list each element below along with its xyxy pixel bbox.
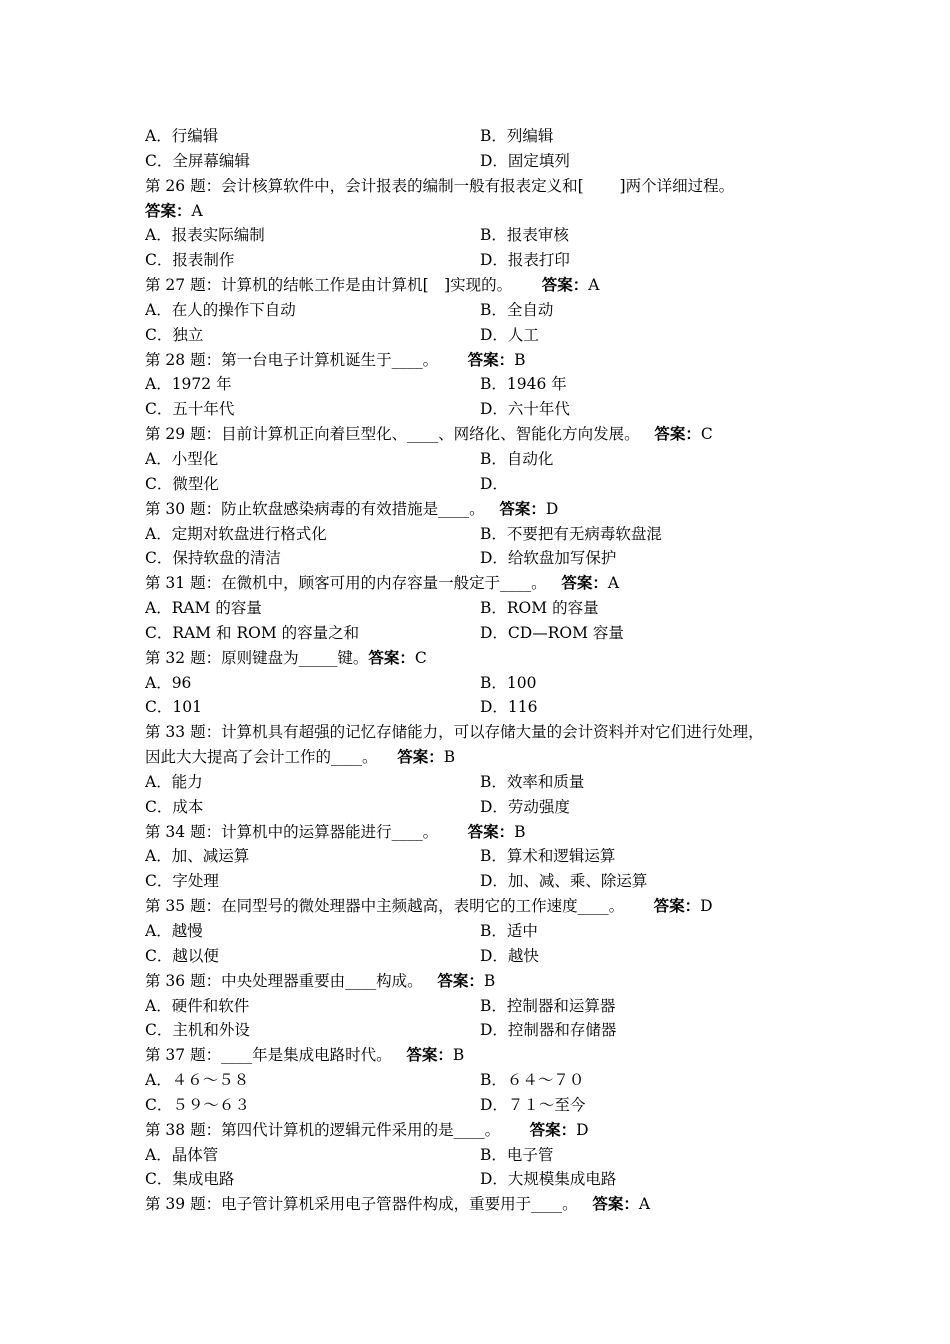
answer-gap bbox=[392, 1043, 407, 1068]
option-left: C．成本 bbox=[145, 797, 204, 816]
answer-value: B bbox=[452, 1046, 465, 1065]
option-left: A．加、减运算 bbox=[145, 847, 250, 866]
answer-value: B bbox=[483, 971, 496, 990]
answer-value: A bbox=[191, 201, 203, 220]
option-row bbox=[145, 944, 825, 969]
answer-value: D bbox=[545, 499, 559, 518]
answer-gap bbox=[438, 820, 468, 845]
option-right: B．效率和质量 bbox=[480, 772, 585, 791]
option-row bbox=[145, 522, 825, 547]
answer-label: 答案： bbox=[592, 1194, 639, 1214]
option-row bbox=[145, 770, 825, 795]
answer-label: 答案： bbox=[368, 647, 415, 667]
answer-label: 答案： bbox=[397, 747, 444, 767]
answer-gap bbox=[640, 422, 655, 447]
answer-label: 答案： bbox=[467, 821, 515, 841]
answer-value: A bbox=[607, 574, 620, 593]
option-row bbox=[145, 695, 825, 720]
answer-value: D bbox=[576, 1120, 589, 1139]
option-right: B．报表审核 bbox=[480, 226, 569, 245]
question-line bbox=[145, 348, 825, 373]
option-row bbox=[145, 1167, 825, 1192]
answer-line bbox=[145, 199, 825, 224]
option-row bbox=[145, 223, 825, 248]
option-right: B．电子管 bbox=[480, 1145, 554, 1164]
question-text: 第 28 题：第一台电子计算机诞生于____。 bbox=[145, 350, 439, 369]
question-line bbox=[145, 1043, 825, 1068]
answer-value: A bbox=[638, 1195, 651, 1214]
answer-value: C bbox=[414, 648, 427, 667]
option-row bbox=[145, 248, 825, 273]
answer-gap bbox=[485, 497, 500, 522]
option-row bbox=[145, 124, 825, 149]
question-line bbox=[145, 497, 825, 522]
question-text: 第 39 题：电子管计算机采用电子管器件构成，重要用于____。 bbox=[145, 1195, 578, 1214]
question-line bbox=[145, 422, 825, 447]
option-left: A．报表实际编制 bbox=[145, 226, 265, 245]
option-right: D．人工 bbox=[480, 325, 539, 344]
answer-label: 答案： bbox=[145, 200, 192, 220]
option-row bbox=[145, 919, 825, 944]
option-right: D． bbox=[480, 474, 508, 493]
option-left: A．RAM 的容量 bbox=[145, 599, 262, 618]
question-line bbox=[145, 646, 825, 671]
answer-label: 答案： bbox=[653, 896, 701, 916]
option-right: B．列编辑 bbox=[480, 127, 554, 145]
answer-gap bbox=[512, 273, 542, 298]
option-row bbox=[145, 1068, 825, 1093]
option-right: D．加、减、乘、除运算 bbox=[480, 872, 648, 891]
option-row bbox=[145, 869, 825, 894]
document-body bbox=[145, 124, 825, 1217]
answer-label: 答案： bbox=[561, 573, 608, 593]
answer-gap bbox=[500, 1118, 530, 1143]
option-right: B．控制器和运算器 bbox=[480, 996, 616, 1015]
option-left: C．集成电路 bbox=[145, 1170, 235, 1189]
question-line bbox=[145, 1118, 825, 1143]
answer-gap bbox=[423, 969, 438, 994]
option-right: D．CD—ROM 容量 bbox=[480, 623, 624, 642]
option-left: A．定期对软盘进行格式化 bbox=[145, 524, 327, 543]
option-row bbox=[145, 671, 825, 696]
question-text: 第 32 题：原则键盘为_____键。 bbox=[145, 648, 369, 667]
answer-label: 答案： bbox=[437, 970, 484, 990]
question-text: 第 36 题：中央处理器重要由____构成。 bbox=[145, 971, 423, 990]
question-text: 第 33 题：计算机具有超强的记忆存储能力，可以存储大量的会计资料并对它们进行处理， bbox=[145, 723, 764, 742]
option-right: B．ROM 的容量 bbox=[480, 599, 599, 618]
answer-label: 答案： bbox=[499, 498, 546, 518]
answer-gap bbox=[547, 571, 562, 596]
answer-gap bbox=[578, 1192, 593, 1217]
option-right: D．７１～至今 bbox=[480, 1095, 586, 1114]
option-left: C．五十年代 bbox=[145, 400, 235, 419]
question-line bbox=[145, 894, 825, 919]
question-line bbox=[145, 571, 825, 596]
question-line bbox=[145, 174, 825, 199]
option-left: A．晶体管 bbox=[145, 1145, 219, 1164]
option-row bbox=[145, 795, 825, 820]
option-left: A．能力 bbox=[145, 772, 203, 791]
question-text: 第 35 题：在同型号的微处理器中主频越高，表明它的工作速度____。 bbox=[145, 897, 625, 916]
answer-gap bbox=[624, 894, 654, 919]
option-left: C．全屏幕编辑 bbox=[145, 151, 250, 170]
question-text: 第 31 题：在微机中，顾客可用的内存容量一般定于____。 bbox=[145, 574, 547, 593]
option-row bbox=[145, 1143, 825, 1168]
answer-label: 答案： bbox=[406, 1045, 453, 1065]
question-line bbox=[145, 745, 825, 770]
option-right: B．算术和逻辑运算 bbox=[480, 847, 616, 866]
option-row bbox=[145, 994, 825, 1019]
option-right: B．1946 年 bbox=[480, 375, 567, 394]
option-left: A．４６～５８ bbox=[145, 1071, 250, 1090]
answer-label: 答案： bbox=[541, 275, 589, 295]
question-line bbox=[145, 1192, 825, 1217]
option-right: D．控制器和存储器 bbox=[480, 1021, 617, 1040]
answer-value: C bbox=[700, 425, 713, 444]
option-row bbox=[145, 844, 825, 869]
question-line bbox=[145, 720, 825, 745]
option-right: D．116 bbox=[480, 698, 538, 717]
question-text: 第 34 题：计算机中的运算器能进行____。 bbox=[145, 822, 439, 841]
option-row bbox=[145, 621, 825, 646]
option-left: C．越以便 bbox=[145, 946, 219, 965]
option-row bbox=[145, 596, 825, 621]
answer-gap bbox=[438, 348, 468, 373]
question-text: 因此大大提高了会计工作的____。 bbox=[145, 748, 378, 767]
answer-label: 答案： bbox=[467, 349, 515, 369]
answer-gap bbox=[378, 745, 398, 770]
question-line bbox=[145, 820, 825, 845]
option-left: A．硬件和软件 bbox=[145, 996, 250, 1015]
option-right: D．报表打印 bbox=[480, 251, 570, 270]
option-left: C．字处理 bbox=[145, 872, 219, 891]
option-right: D．劳动强度 bbox=[480, 797, 570, 816]
option-left: C．５９～６３ bbox=[145, 1095, 250, 1114]
answer-value: A bbox=[588, 276, 600, 295]
question-text: 第 30 题：防止软盘感染病毒的有效措施是____。 bbox=[145, 499, 485, 518]
option-right: B．适中 bbox=[480, 922, 538, 940]
question-text: 第 26 题：会计核算软件中，会计报表的编制一般有报表定义和[ ]两个详细过程。 bbox=[145, 176, 735, 195]
option-left: A．96 bbox=[145, 673, 192, 692]
option-right: D．越快 bbox=[480, 946, 539, 965]
answer-value: B bbox=[443, 748, 456, 767]
option-row bbox=[145, 472, 825, 497]
question-text: 第 29 题：目前计算机正向着巨型化、____、网络化、智能化方向发展。 bbox=[145, 425, 640, 444]
option-right: B．全自动 bbox=[480, 300, 554, 319]
question-text: 第 37 题：____年是集成电路时代。 bbox=[145, 1046, 392, 1065]
question-line bbox=[145, 273, 825, 298]
option-row bbox=[145, 323, 825, 348]
option-left: A．越慢 bbox=[145, 922, 203, 940]
question-text: 第 27 题：计算机的结帐工作是由计算机[ ]实现的。 bbox=[145, 276, 513, 295]
option-right: D．固定填列 bbox=[480, 151, 570, 170]
option-row bbox=[145, 372, 825, 397]
option-left: A．行编辑 bbox=[145, 127, 219, 145]
option-right: B．不要把有无病毒软盘混 bbox=[480, 524, 662, 543]
option-left: A．在人的操作下自动 bbox=[145, 300, 296, 319]
option-left: C．RAM 和 ROM 的容量之和 bbox=[145, 623, 360, 642]
option-left: A．1972 年 bbox=[145, 375, 232, 394]
option-left: C．101 bbox=[145, 698, 202, 717]
option-row bbox=[145, 397, 825, 422]
option-left: C．独立 bbox=[145, 325, 204, 344]
option-right: D．六十年代 bbox=[480, 400, 570, 419]
option-right: B．100 bbox=[480, 673, 537, 692]
option-row bbox=[145, 447, 825, 472]
option-left: A．小型化 bbox=[145, 449, 219, 468]
answer-value: B bbox=[514, 350, 526, 369]
option-left: C．保持软盘的清洁 bbox=[145, 549, 281, 568]
option-left: C．微型化 bbox=[145, 474, 219, 493]
option-right: D．大规模集成电路 bbox=[480, 1170, 617, 1189]
answer-value: D bbox=[700, 897, 713, 916]
option-row bbox=[145, 149, 825, 174]
answer-label: 答案： bbox=[654, 424, 701, 444]
option-right: B．自动化 bbox=[480, 449, 554, 468]
option-row bbox=[145, 298, 825, 323]
answer-label: 答案： bbox=[529, 1119, 577, 1139]
option-row bbox=[145, 1093, 825, 1118]
option-left: C．报表制作 bbox=[145, 251, 235, 270]
option-row bbox=[145, 546, 825, 571]
answer-value: B bbox=[514, 822, 526, 841]
question-line bbox=[145, 969, 825, 994]
option-left: C．主机和外设 bbox=[145, 1021, 250, 1040]
option-right: D．给软盘加写保护 bbox=[480, 549, 617, 568]
option-row bbox=[145, 1018, 825, 1043]
question-text: 第 38 题：第四代计算机的逻辑元件采用的是____。 bbox=[145, 1120, 501, 1139]
option-right: B．６４～７０ bbox=[480, 1071, 585, 1090]
